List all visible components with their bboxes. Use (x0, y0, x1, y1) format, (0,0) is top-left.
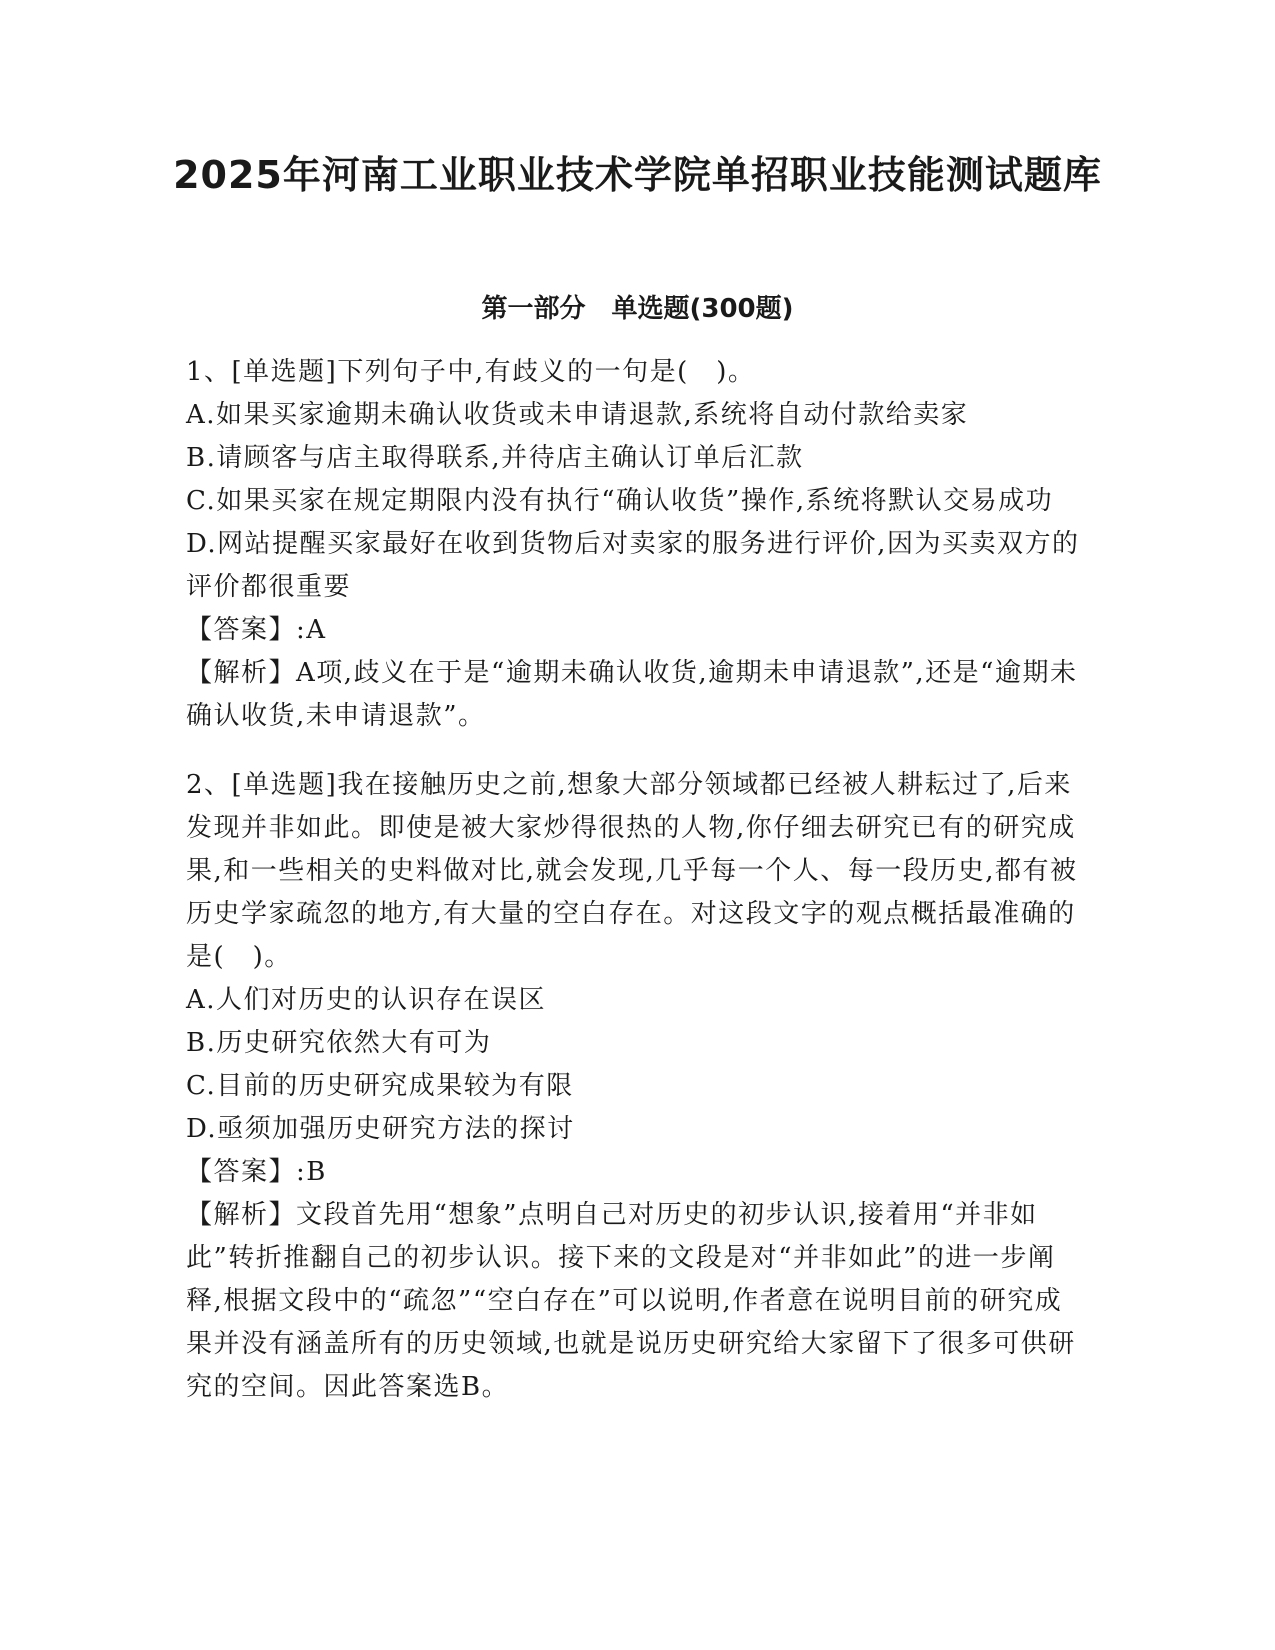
option-c: C.目前的历史研究成果较为有限 (186, 1071, 574, 1101)
question-2 (186, 764, 1086, 1409)
option-c: C.如果买家在规定期限内没有执行“确认收货”操作,系统将默认交易成功 (186, 486, 1054, 516)
document-title: 2025年河南工业职业技术学院单招职业技能测试题库 (173, 153, 1102, 197)
question-stem: 1、[单选题]下列句子中,有歧义的一句是( )。 (186, 357, 756, 387)
option-d: D.网站提醒买家最好在收到货物后对卖家的服务进行评价,因为买卖双方的评价都很重要 (186, 529, 1080, 602)
question-1 (186, 351, 1086, 738)
option-a: A.人们对历史的认识存在误区 (186, 985, 547, 1015)
option-d: D.亟须加强历史研究方法的探讨 (186, 1114, 575, 1144)
question-list (186, 351, 1086, 1435)
question-stem: 2、[单选题]我在接触历史之前,想象大部分领域都已经被人耕耘过了,后来发现并非如此。即使是被大家炒得很热的人物,你仔细去研究已有的研究成果,和一些相关的史料做对比,就会发现,几乎每一个人、每一段历史,都有被历史学家疏忽的地方,有大量的空白存在。对这段文字的观点概括最准确的是( )。 (186, 770, 1078, 972)
option-b: B.请顾客与店主取得联系,并待店主确认订单后汇款 (186, 443, 804, 473)
option-b: B.历史研究依然大有可为 (186, 1028, 492, 1058)
answer: 【答案】:A (186, 615, 327, 645)
analysis: 【解析】文段首先用“想象”点明自己对历史的初步认识,接着用“并非如此”转折推翻自己的初步认识。接下来的文段是对“并非如此”的进一步阐释,根据文段中的“疏忽”“空白存在”可以说明,作者意在说明目前的研究成果并没有涵盖所有的历史领域,也就是说历史研究给大家留下了很多可供研究的空间。因此答案选B。 (186, 1200, 1076, 1402)
analysis: 【解析】A项,歧义在于是“逾期未确认收货,逾期未申请退款”,还是“逾期未确认收货,未申请退款”。 (186, 658, 1078, 731)
answer: 【答案】:B (186, 1157, 327, 1187)
option-a: A.如果买家逾期未确认收货或未申请退款,系统将自动付款给卖家 (186, 400, 969, 430)
section-title: 第一部分 单选题(300题) (481, 294, 794, 324)
